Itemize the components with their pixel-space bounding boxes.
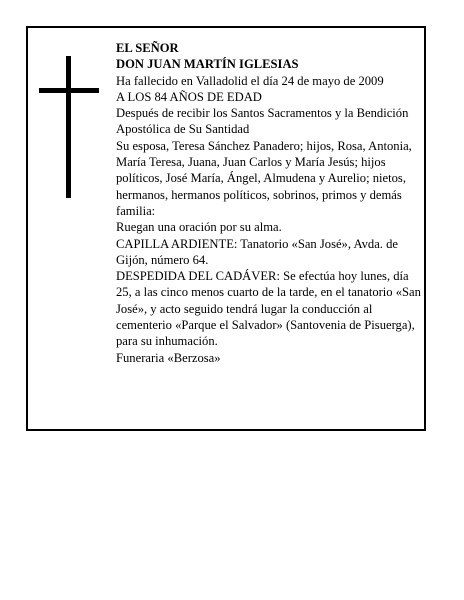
title-line: EL SEÑOR	[116, 41, 179, 55]
family-line: Su esposa, Teresa Sánchez Panadero; hijos, Rosa, Antonia, María Teresa, Juana, Juan Carlos y María Jesús; hijos políticos, José María, Ángel, Almudena y Aurelio; nietos, hermanos, hermanos políticos, sobrinos, primos y demás familia:	[116, 138, 412, 218]
obituary-text	[116, 40, 426, 366]
cross-icon	[39, 56, 99, 198]
age-line: A LOS 84 AÑOS DE EDAD	[116, 89, 262, 104]
sacraments-line: Después de recibir los Santos Sacramentos y la Bendición Apostólica de Su Santidad	[116, 106, 409, 137]
death-info: Ha fallecido en Valladolid el día 24 de mayo de 2009	[116, 73, 384, 88]
farewell-line: DESPEDIDA DEL CADÁVER: Se efectúa hoy lunes, día 25, a las cinco menos cuarto de la tarde, en el tanatorio «San José», y acto seguido tendrá lugar la conducción al cementerio «Parque el Salvador» (Santovenia de Pisuerga), para su inhumación.	[116, 269, 421, 349]
obituary-notice	[26, 26, 426, 431]
prayer-line: Ruegan una oración por su alma.	[116, 220, 282, 235]
funeral-home-line: Funeraria «Berzosa»	[116, 350, 221, 365]
chapel-line: CAPILLA ARDIENTE: Tanatorio «San José», Avda. de Gijón, número 64.	[116, 236, 398, 267]
deceased-name: DON JUAN MARTÍN IGLESIAS	[116, 57, 299, 72]
